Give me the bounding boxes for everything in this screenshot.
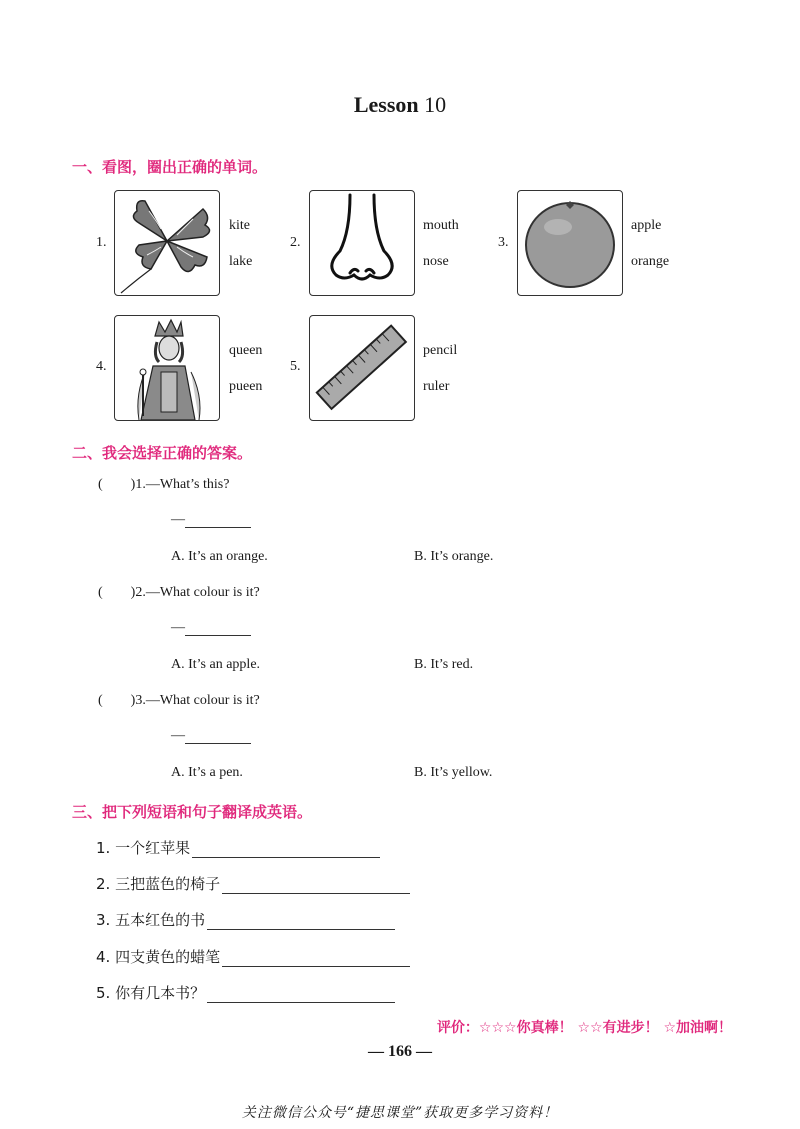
answer-line[interactable] xyxy=(222,892,410,894)
worksheet-page: Lesson 10 一、看图，圈出正确的单词。 1. kite lake 2. mouth nose 3. apple orange 4. queen pueen 5. pencil ruler 二、我会选择正确的答案。 ( )1.—What’s this? — A. It’s an orange. B. It’s orange. ( )2.—What colour is it? — A. It’s an apple. B. It’s red. ( )3.—What colour is it? — A. It’s a pen. B. It’s yellow. 三、把下列短语和句子翻译成英语。 1. 一个红苹果 2. 三把蓝色的椅子 3. 五本红色的书 4. 四支黄色的蜡笔 5. 你有几本书？ 评价：☆☆☆你真棒！ ☆☆有进步！ ☆加油啊！ — 166 — 关注微信公众号“捷思课堂”获取更多学习资料！ xyxy=(0,0,800,1129)
option-a[interactable]: A. It’s an apple. xyxy=(171,657,261,672)
section1-heading: 一、看图，圈出正确的单词。 xyxy=(72,158,268,176)
answer-bracket[interactable]: ( )1. xyxy=(98,477,146,492)
question-text: ( )3.—What colour is it? xyxy=(98,693,260,708)
footer-note: 关注微信公众号“捷思课堂”获取更多学习资料！ xyxy=(241,1105,559,1121)
option-a[interactable]: A. It’s a pen. xyxy=(171,765,243,780)
translation-item-2: 2. 三把蓝色的椅子 xyxy=(96,873,410,894)
option-a[interactable]: A. It’s an orange. xyxy=(171,549,268,564)
translation-item-4: 4. 四支黄色的蜡笔 xyxy=(96,946,410,967)
answer-bracket[interactable]: ( )3. xyxy=(98,693,146,708)
word-option[interactable]: ruler xyxy=(423,379,450,394)
kite-icon xyxy=(114,190,220,296)
evaluation: 评价：☆☆☆你真棒！ ☆☆有进步！ ☆加油啊！ xyxy=(436,1020,732,1036)
answer-line[interactable] xyxy=(207,1001,395,1003)
section2-heading: 二、我会选择正确的答案。 xyxy=(72,444,253,462)
question-text: ( )1.—What’s this? xyxy=(98,477,230,492)
option-b[interactable]: B. It’s red. xyxy=(414,657,474,672)
answer-line[interactable] xyxy=(207,928,395,930)
translation-item-5: 5. 你有几本书？ xyxy=(96,982,395,1003)
word-option[interactable]: queen xyxy=(229,343,263,358)
translation-item-3: 3. 五本红色的书 xyxy=(96,909,395,930)
answer-line[interactable]: — xyxy=(171,512,251,528)
answer-line[interactable] xyxy=(222,965,410,967)
answer-line[interactable]: — xyxy=(171,728,251,744)
word-option[interactable]: lake xyxy=(229,254,253,269)
word-option[interactable]: kite xyxy=(229,218,250,233)
word-option[interactable]: apple xyxy=(631,218,662,233)
translation-item-1: 1. 一个红苹果 xyxy=(96,837,380,858)
page-number: — 166 — xyxy=(368,1043,432,1060)
section3-heading: 三、把下列短语和句子翻译成英语。 xyxy=(72,803,313,821)
answer-line[interactable] xyxy=(192,856,380,858)
nose-icon xyxy=(309,190,415,296)
word-option[interactable]: nose xyxy=(423,254,449,269)
queen-icon xyxy=(114,315,220,421)
orange-icon xyxy=(517,190,623,296)
word-option[interactable]: pencil xyxy=(423,343,458,358)
page-title: Lesson 10 xyxy=(353,92,447,117)
answer-line[interactable]: — xyxy=(171,620,251,636)
answer-bracket[interactable]: ( )2. xyxy=(98,585,146,600)
ruler-icon xyxy=(309,315,415,421)
word-option[interactable]: mouth xyxy=(423,218,459,233)
word-option[interactable]: pueen xyxy=(229,379,263,394)
question-text: ( )2.—What colour is it? xyxy=(98,585,260,600)
option-b[interactable]: B. It’s orange. xyxy=(414,549,494,564)
option-b[interactable]: B. It’s yellow. xyxy=(414,765,493,780)
word-option[interactable]: orange xyxy=(631,254,670,269)
